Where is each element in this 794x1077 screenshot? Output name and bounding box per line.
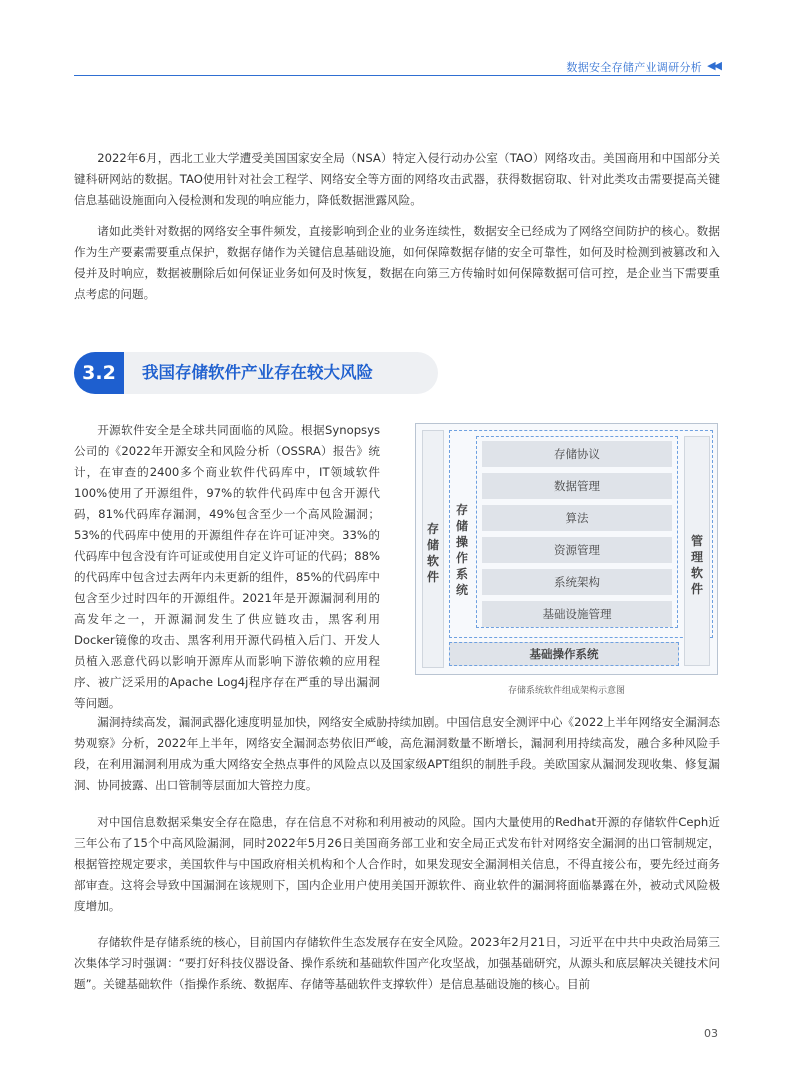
left-paragraph: 开源软件安全是全球共同面临的风险。根据Synopsys公司的《2022年开源安全和风险分析（OSSRA）报告》统计，在审查的2400多个商业软件代码库中，IT领域软件100%使用了开源组件，97%的软件代码库中包含开源代码，81%代码库存漏洞，49%包含至少一个高风险漏洞；53%的代码库中使用的开源组件存在许可证冲突。33%的代码库中包含没有许可证或使用自定义许可证的代码；88%的代码库中包含过去两年内未更新的组件，85%的代码库中包含至少过时四年的开源组件。2021年是开源漏洞利用的高发年之一，开源漏洞发生了供应链攻击，黑客利用Docker镜像的攻击、黑客利用开源代码植入后门、开发人员植入恶意代码以影响开源库从而影响下游依赖的应用程序、被广泛采用的Apache Log4j程序存在严重的导出漏洞等问题。 xyxy=(74,423,380,710)
page-number: 03 xyxy=(704,1027,718,1040)
diagram-storage-os-label: 存储操作系统 xyxy=(456,503,469,597)
diagram-management-software-label: 管理软件 xyxy=(691,534,704,596)
diagram-layer: 系统架构 xyxy=(482,569,672,595)
diagram-storage-software-column xyxy=(422,430,444,668)
diagram-layer: 存储协议 xyxy=(482,441,672,467)
paragraph-3: 漏洞持续高发，漏洞武器化速度明显加快，网络安全威胁持续加剧。中国信息安全测评中心《2022上半年网络安全漏洞态势观察》分析，2022年上半年，网络安全漏洞态势依旧严峻，高危漏洞数量不断增长，漏洞利用持续高发，融合多种风险手段，在利用漏洞利用成为重大网络安全热点事件的风险点以及国家级APT组织的制胜手段。美欧国家从漏洞发现收集、修复漏洞、协同披露、出口管制等层面加大管控力度。 xyxy=(74,715,720,792)
header-rule xyxy=(74,75,720,76)
diagram-layer: 资源管理 xyxy=(482,537,672,563)
diagram-management-software-column xyxy=(684,436,710,666)
header-title: 数据安全存储产业调研分析 xyxy=(566,61,702,74)
diagram-storage-software-label: 存储软件 xyxy=(427,522,440,584)
diagram-caption: 存储系统软件组成架构示意图 xyxy=(507,686,625,696)
paragraph-2: 诸如此类针对数据的网络安全事件频发，直接影响到企业的业务连续性，数据安全已经成为了网络空间防护的核心。数据作为生产要素需要重点保护，数据存储作为关键信息基础设施，如何保障数据存储的安全可靠性，如何及时检测到被篡改和入侵并及时响应，数据被删除后如何保证业务如何及时恢复，数据在向第三方传输时如何保障数据可信可控，是企业当下需要重点考虑的问题。 xyxy=(74,224,720,301)
diagram-layer: 算法 xyxy=(482,505,672,531)
paragraph-5: 存储软件是存储系统的核心，目前国内存储软件生态发展存在安全风险。2023年2月21日，习近平在中共中央政治局第三次集体学习时强调：“要打好科技仪器设备、操作系统和基础软件国产化攻坚战，加强基础研究，从源头和底层解决关键技术问题”。关键基础软件（指操作系统、数据库、存储等基础软件支撑软件）是信息基础设施的核心。目前 xyxy=(74,935,720,991)
paragraph-4: 对中国信息数据采集安全存在隐患，存在信息不对称和利用被动的风险。国内大量使用的Redhat开源的存储软件Ceph近三年公布了15个中高风险漏洞，同时2022年5月26日美国商务部工业和安全局正式发布针对网络安全漏洞的出口管制规定，根据管控规定要求，美国软件与中国政府相关机构和个人合作时，如果发现安全漏洞相关信息，不得直接公布，要先经过商务部审查。这将会导致中国漏洞在该规则下，国内企业用户使用美国开源软件、商业软件的漏洞将面临暴露在外，被动式风险极度增加。 xyxy=(74,815,720,913)
architecture-diagram xyxy=(415,423,718,675)
header-arrows-icon: ◀◀ xyxy=(707,59,720,72)
section-title: 我国存储软件产业存在较大风险 xyxy=(142,363,373,382)
section-number: 3.2 xyxy=(74,352,124,394)
diagram-base-os: 基础操作系统 xyxy=(449,642,679,666)
paragraph-1: 2022年6月，西北工业大学遭受美国国家安全局（NSA）特定入侵行动办公室（TAO）网络攻击。美国商用和中国部分关键科研网站的数据。TAO使用针对社会工程学、网络安全等方面的网络攻击武器，获得数据窃取、针对此类攻击需要提高关键信息基础设施面向入侵检测和发现的响应能力，降低数据泄露风险。 xyxy=(74,151,720,207)
diagram-layer: 基础设施管理 xyxy=(482,601,672,627)
diagram-layer: 数据管理 xyxy=(482,473,672,499)
